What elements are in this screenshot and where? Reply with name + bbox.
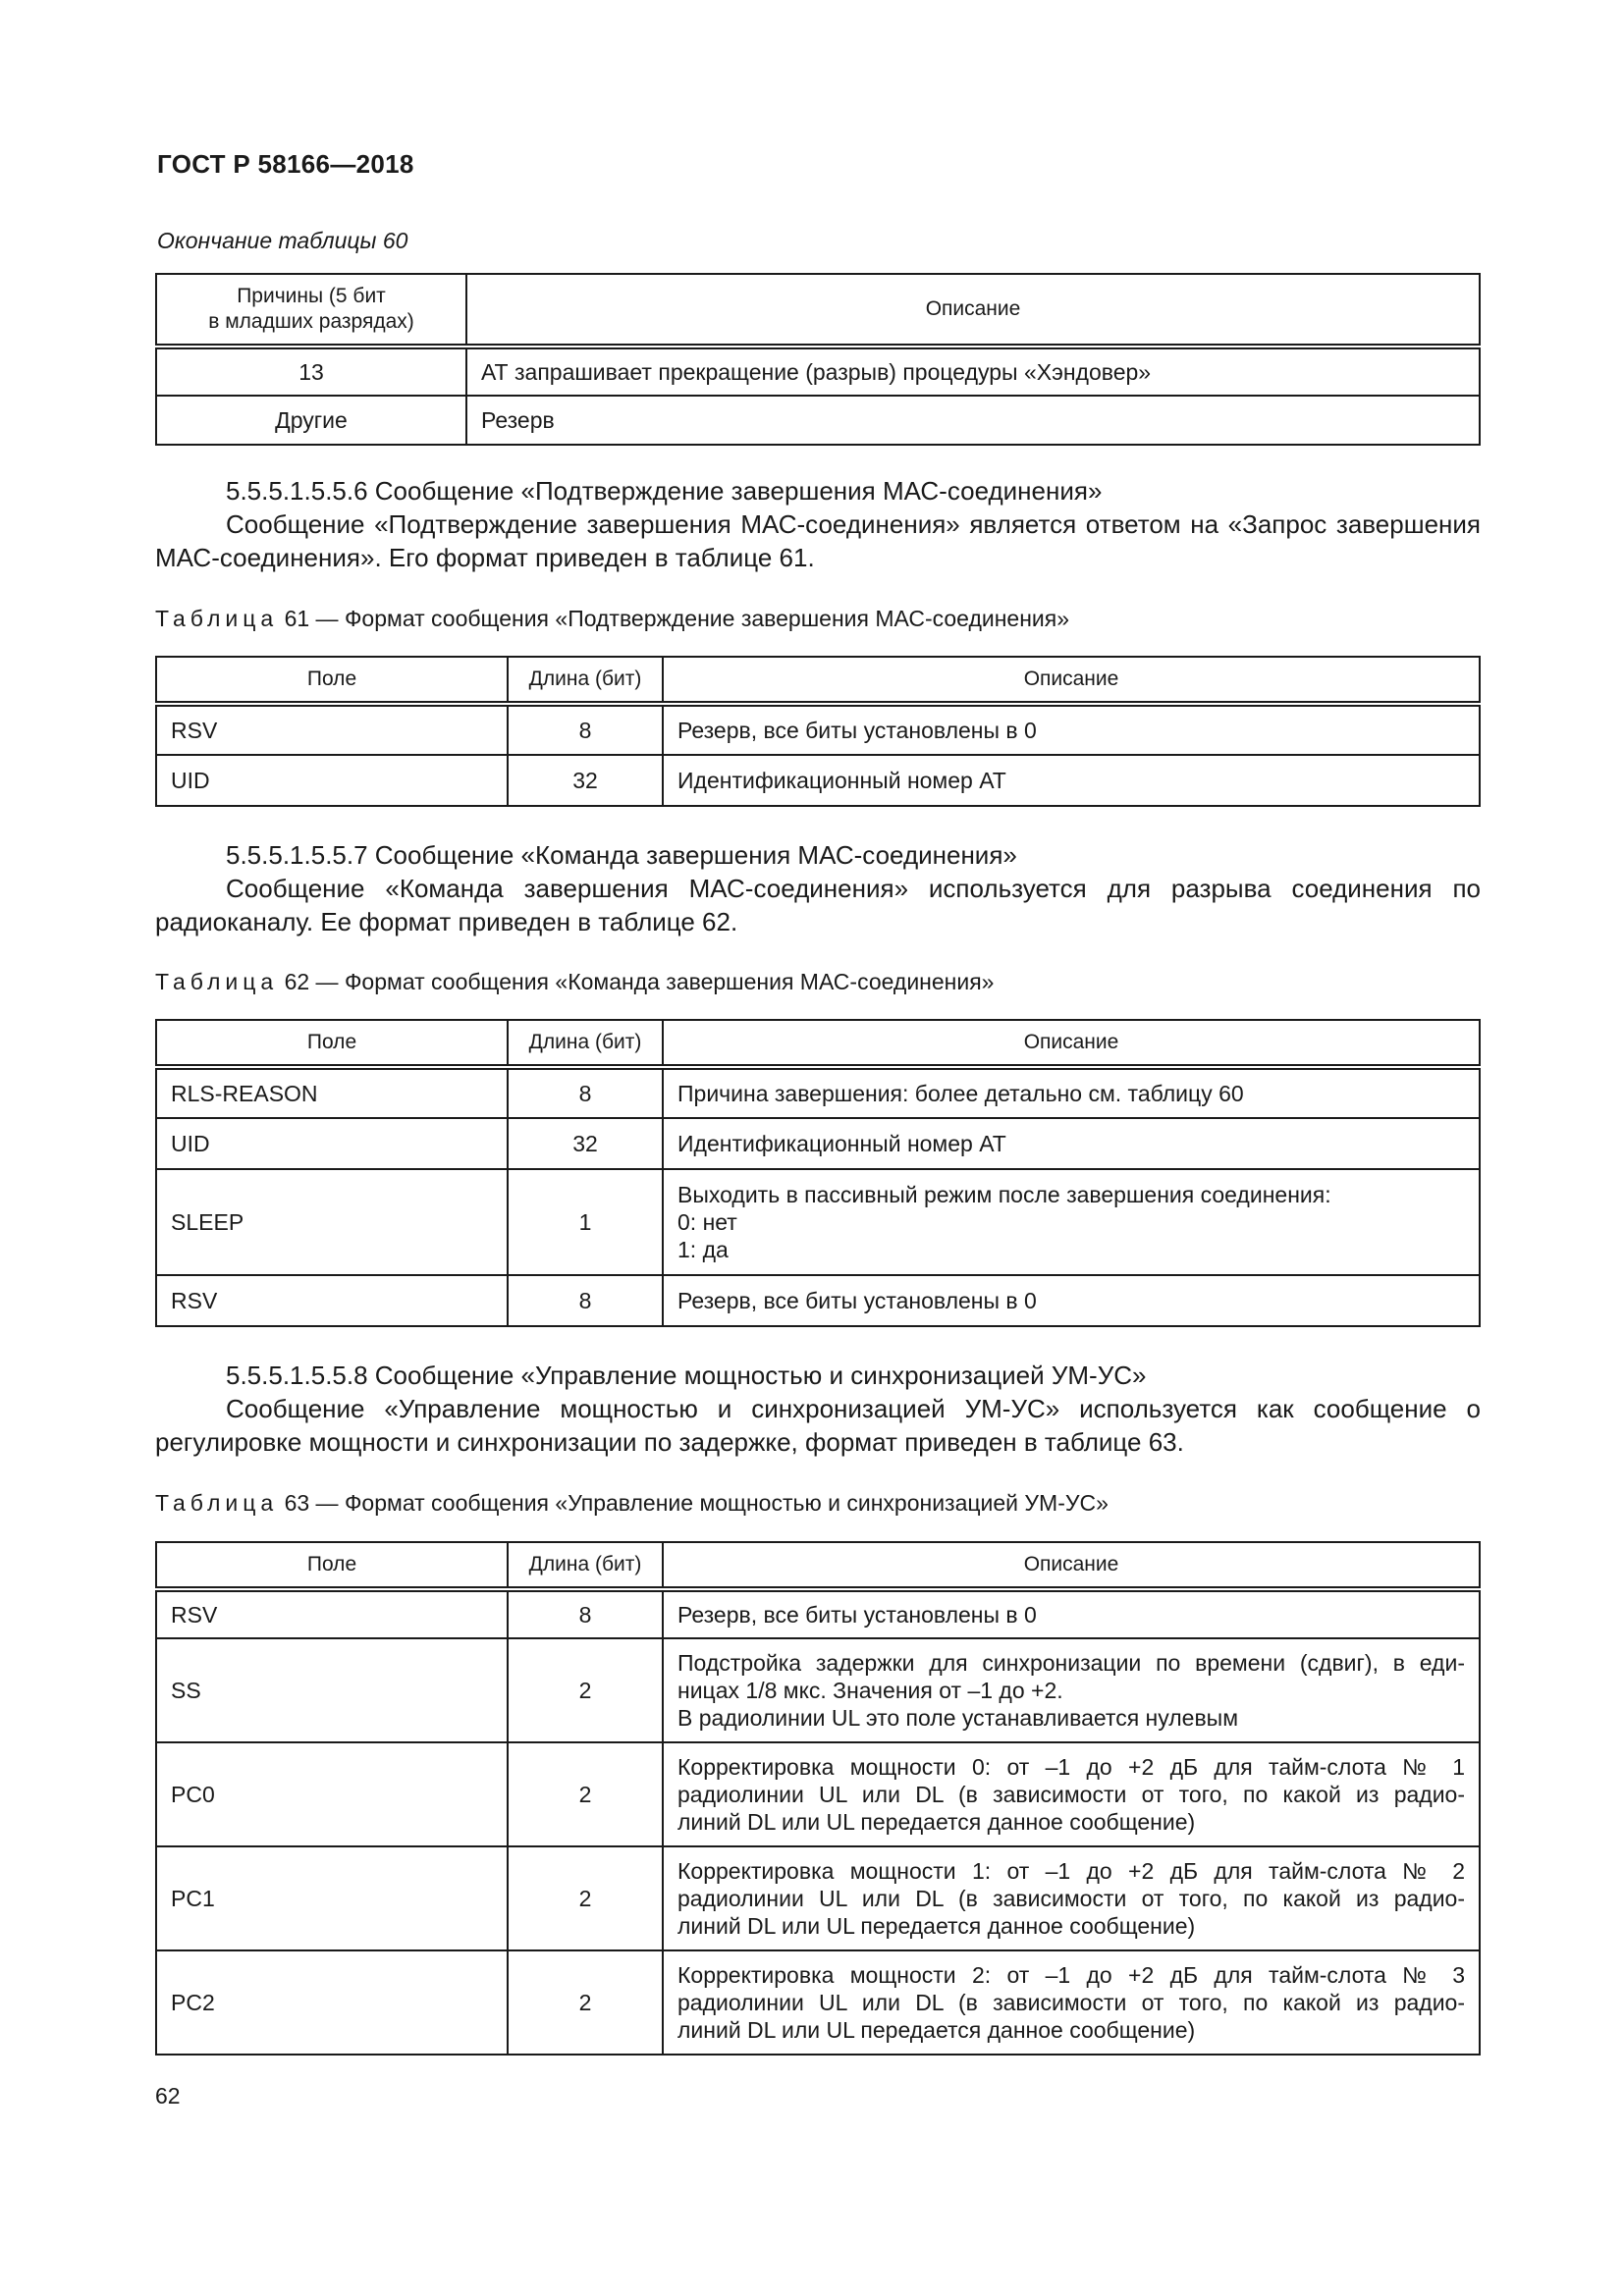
table-cell-desc: Причина завершения: более детально см. таблицу 60 — [663, 1067, 1480, 1118]
table-60-header-reason — [156, 274, 466, 347]
table-cell-length: 8 — [508, 704, 663, 755]
table-cell-length: 2 — [508, 1950, 663, 2055]
table-63-title: 63 — Формат сообщения «Управление мощностью и синхронизацией УМ-УС» — [284, 1490, 1109, 1516]
table-row — [156, 1846, 1480, 1950]
table-60-header-description: Описание — [466, 274, 1480, 347]
table-cell-field: RLS-REASON — [156, 1067, 508, 1118]
table-cell-desc: Резерв — [466, 396, 1480, 445]
table-cell-field: RSV — [156, 1589, 508, 1638]
table-row — [156, 347, 1480, 396]
table-cell-length: 8 — [508, 1275, 663, 1326]
table-cell-length: 1 — [508, 1169, 663, 1275]
table-cell-length: 32 — [508, 755, 663, 806]
table-cell-desc — [663, 1638, 1480, 1742]
section-6 — [155, 474, 1481, 574]
table-cell-desc — [663, 1846, 1480, 1950]
table-62-header-description: Описание — [663, 1020, 1480, 1067]
section-7-heading: 5.5.5.1.5.5.7 Сообщение «Команда завершения МАС-соединения» — [226, 840, 1017, 870]
table-61-label: Таблица — [155, 606, 279, 631]
table-cell-desc: АТ запрашивает прекращение (разрыв) процедуры «Хэндовер» — [466, 347, 1480, 396]
table-60-header-reason-line1: Причины (5 бит — [237, 285, 386, 307]
table-row — [156, 396, 1480, 445]
table-cell-field: RSV — [156, 1275, 508, 1326]
table-60-header-reason-line2: в младших разрядах) — [208, 310, 414, 333]
desc-line: радиолинии UL или DL (в зависимости от того, по какой из радио- — [677, 1990, 1465, 2015]
table-62-label: Таблица — [155, 969, 279, 994]
table-row — [156, 1169, 1480, 1275]
desc-line: линий DL или UL передается данное сообщение) — [677, 2017, 1196, 2043]
table-61-header-description: Описание — [663, 657, 1480, 704]
table-cell-desc: Идентификационный номер АТ — [663, 755, 1480, 806]
table-61-header-length: Длина (бит) — [508, 657, 663, 704]
desc-line: Подстройка задержки для синхронизации по времени (сдвиг), в еди- — [677, 1650, 1465, 1676]
desc-line: 1: да — [677, 1237, 729, 1262]
table-cell-desc: Идентификационный номер АТ — [663, 1118, 1480, 1169]
desc-line: Корректировка мощности 0: от –1 до +2 дБ для тайм-слота № 1 — [677, 1754, 1465, 1780]
table-cell-code: 13 — [156, 347, 466, 396]
table-cell-length: 2 — [508, 1742, 663, 1846]
desc-line: радиолинии UL или DL (в зависимости от того, по какой из радио- — [677, 1886, 1465, 1911]
table-62-title: 62 — Формат сообщения «Команда завершения МАС-соединения» — [284, 969, 995, 994]
table-cell-length: 2 — [508, 1638, 663, 1742]
table-62-header-field: Поле — [156, 1020, 508, 1067]
table-cell-field: PC2 — [156, 1950, 508, 2055]
section-8-body: Сообщение «Управление мощностью и синхронизацией УМ-УС» используется как сообщение о регулировке мощности и синхронизации по задержке, формат приведен в таблице 63. — [155, 1394, 1481, 1457]
desc-line: В радиолинии UL это поле устанавливается нулевым — [677, 1705, 1239, 1731]
table-cell-desc — [663, 1950, 1480, 2055]
table-row — [156, 1067, 1480, 1118]
table-cell-length: 32 — [508, 1118, 663, 1169]
table-60 — [155, 273, 1481, 446]
desc-line: линий DL или UL передается данное сообщение) — [677, 1809, 1196, 1835]
document-standard-id: ГОСТ Р 58166—2018 — [157, 149, 414, 179]
section-6-body: Сообщение «Подтверждение завершения МАС-соединения» является ответом на «Запрос завершения МАС-соединения». Его формат приведен в таблице 61. — [155, 509, 1481, 572]
section-6-heading: 5.5.5.1.5.5.6 Сообщение «Подтверждение завершения МАС-соединения» — [226, 476, 1103, 506]
desc-line: линий DL или UL передается данное сообщение) — [677, 1913, 1196, 1939]
table-63-header-field: Поле — [156, 1542, 508, 1589]
table-cell-length: 2 — [508, 1846, 663, 1950]
table-cell-desc — [663, 1742, 1480, 1846]
desc-line: Корректировка мощности 1: от –1 до +2 дБ для тайм-слота № 2 — [677, 1858, 1465, 1884]
desc-line: 0: нет — [677, 1209, 737, 1235]
table-cell-field: RSV — [156, 704, 508, 755]
table-61-title: 61 — Формат сообщения «Подтверждение завершения МАС-соединения» — [284, 606, 1070, 631]
table-63-label: Таблица — [155, 1490, 279, 1516]
table-row — [156, 1118, 1480, 1169]
table-cell-field: SLEEP — [156, 1169, 508, 1275]
table-61 — [155, 656, 1481, 807]
table-cell-desc: Резерв, все биты установлены в 0 — [663, 1275, 1480, 1326]
section-7-body: Сообщение «Команда завершения МАС-соединения» используется для разрыва соединения по радиоканалу. Ее формат приведен в таблице 62. — [155, 874, 1481, 936]
desc-line: Выходить в пассивный режим после завершения соединения: — [677, 1182, 1331, 1207]
table-62-header-length: Длина (бит) — [508, 1020, 663, 1067]
table-cell-field: PC1 — [156, 1846, 508, 1950]
table-row — [156, 1589, 1480, 1638]
table-cell-field: PC0 — [156, 1742, 508, 1846]
table-row — [156, 755, 1480, 806]
desc-line: ницах 1/8 мкс. Значения от –1 до +2. — [677, 1678, 1063, 1703]
table-63-header-length: Длина (бит) — [508, 1542, 663, 1589]
table-61-caption — [155, 606, 1069, 632]
section-8-heading: 5.5.5.1.5.5.8 Сообщение «Управление мощностью и синхронизацией УМ-УС» — [226, 1361, 1147, 1390]
table-62-caption — [155, 969, 994, 995]
table-cell-field: SS — [156, 1638, 508, 1742]
table-cell-length: 8 — [508, 1067, 663, 1118]
table-63 — [155, 1541, 1481, 2056]
desc-line: радиолинии UL или DL (в зависимости от того, по какой из радио- — [677, 1782, 1465, 1807]
table-row — [156, 1950, 1480, 2055]
table-row — [156, 1275, 1480, 1326]
table-cell-desc: Резерв, все биты установлены в 0 — [663, 1589, 1480, 1638]
table-63-caption — [155, 1490, 1109, 1517]
page-number: 62 — [155, 2083, 181, 2109]
section-8 — [155, 1359, 1481, 1459]
table-cell-field: UID — [156, 1118, 508, 1169]
table-61-header-field: Поле — [156, 657, 508, 704]
table-cell-code: Другие — [156, 396, 466, 445]
table-cell-field: UID — [156, 755, 508, 806]
table-cell-length: 8 — [508, 1589, 663, 1638]
table-row — [156, 1638, 1480, 1742]
table-62 — [155, 1019, 1481, 1327]
table-row — [156, 1742, 1480, 1846]
table-row — [156, 704, 1480, 755]
table-60-continuation-caption: Окончание таблицы 60 — [157, 228, 408, 253]
desc-line: Корректировка мощности 2: от –1 до +2 дБ для тайм-слота № 3 — [677, 1962, 1465, 1988]
section-7 — [155, 838, 1481, 938]
table-cell-desc: Резерв, все биты установлены в 0 — [663, 704, 1480, 755]
table-63-header-description: Описание — [663, 1542, 1480, 1589]
table-cell-desc — [663, 1169, 1480, 1275]
